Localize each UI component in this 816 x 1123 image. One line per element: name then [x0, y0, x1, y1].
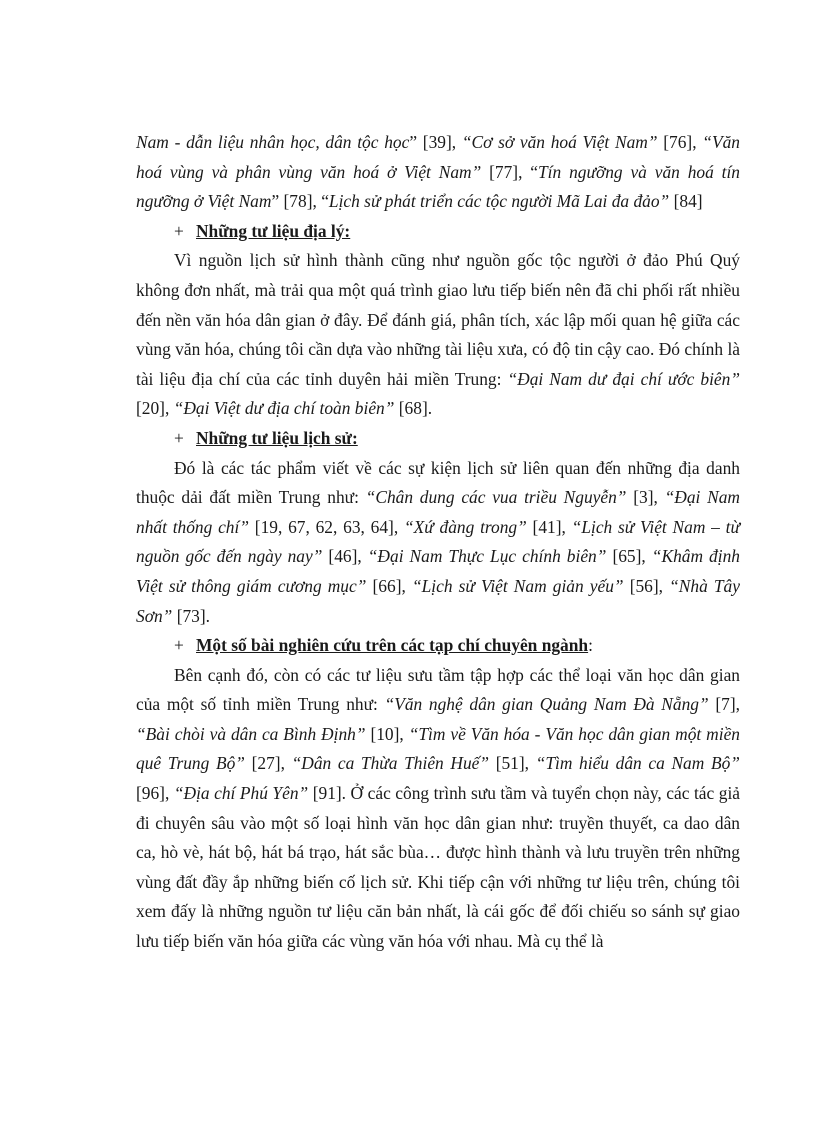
- text-run: [3],: [626, 487, 665, 508]
- text-run: [76],: [657, 132, 703, 152]
- cited-title: “Tìm về Văn hóa - Văn học dân gian một miền quê Trung Bộ”: [136, 723, 740, 774]
- cited-title: “Địa chí Phú Yên”: [173, 783, 309, 804]
- cited-title: “Văn hoá vùng và phân vùng văn hoá ở Việt Nam”: [136, 132, 740, 182]
- text-run: Bên cạnh đó, còn có các tư liệu sưu tầm tập hợp các thể loại văn học dân gian của một số tỉnh miền Trung như:: [136, 664, 740, 715]
- paragraph-journals: [136, 661, 740, 957]
- heading-suffix: :: [588, 635, 593, 656]
- text-run: [19, 67, 62, 63, 64],: [249, 516, 404, 537]
- text-run: [65],: [606, 546, 652, 567]
- cited-title: “Tìm hiểu dân ca Nam Bộ”: [535, 753, 740, 774]
- paragraph-geography: [136, 246, 740, 424]
- heading-text: Một số bài nghiên cứu trên các tạp chí chuyên ngành: [196, 635, 589, 656]
- cited-title: “Lịch sử Việt Nam – từ nguồn gốc đến ngày nay”: [136, 516, 740, 567]
- paragraph-continuation: [136, 128, 740, 217]
- text-run: [7],: [708, 694, 740, 715]
- bullet-marker: +: [174, 220, 184, 241]
- document-page: [136, 128, 740, 957]
- cited-title: “Khâm định Việt sử thông giám cương mục”: [136, 546, 740, 596]
- text-run: [41],: [526, 516, 572, 537]
- cited-title: Lịch sử phát triển các tộc người Mã Lai đa đảo”: [328, 191, 670, 212]
- text-run: [84]: [669, 191, 703, 212]
- cited-title: “Lịch sử Việt Nam giản yếu”: [411, 575, 624, 596]
- cited-title: “Đại Nam Thực Lục chính biên”: [367, 546, 607, 567]
- text-run: [96],: [136, 783, 174, 804]
- cited-title: “Đại Nam nhất thống chí”: [136, 487, 740, 537]
- text-run: [77], “: [481, 161, 539, 182]
- cited-title: “Đại Việt dư địa chí toàn biên”: [173, 398, 395, 419]
- text-run: Vì nguồn lịch sử hình thành cũng như nguồn gốc tộc người ở đảo Phú Quý không đơn nhất, mà trải qua một quá trình giao lưu tiếp biến nên đã chi phối rất nhiều đến nền văn hóa dân gian ở đây. Để đánh giá, phân tích, xác lập mối quan hệ giữa các vùng văn hóa, chúng tôi cần dựa vào những tài liệu xưa, có độ tin cậy cao. Đó chính là tài liệu địa chí của các tỉnh duyên hải miền Trung:: [136, 250, 740, 389]
- text-run: ” [39],: [409, 132, 462, 152]
- heading-text: Những tư liệu lịch sử:: [196, 427, 358, 448]
- cited-title: Nam - dẫn liệu nhân học, dân tộc học: [136, 132, 410, 152]
- text-run: ” [78], “: [271, 191, 329, 212]
- text-run: [73].: [172, 605, 211, 626]
- bullet-marker: +: [174, 635, 184, 656]
- section-heading-history: [136, 424, 740, 454]
- cited-title: “Xứ đàng trong”: [403, 516, 527, 537]
- section-heading-journals: [136, 631, 740, 661]
- text-run: [56],: [623, 575, 670, 596]
- cited-title: “Cơ sở văn hoá Việt Nam”: [461, 132, 658, 152]
- text-run: [51],: [489, 753, 536, 774]
- text-run: [68].: [394, 398, 433, 419]
- cited-title: “Bài chòi và dân ca Bình Định”: [136, 723, 366, 744]
- text-run: [46],: [322, 546, 368, 567]
- bullet-marker: +: [174, 427, 184, 448]
- heading-text: Những tư liệu địa lý:: [196, 220, 351, 241]
- section-heading-geography: [136, 217, 740, 247]
- cited-title: “Dân ca Thừa Thiên Huế”: [291, 753, 490, 774]
- cited-title: “Chân dung các vua triều Nguyễn”: [365, 487, 627, 508]
- cited-title: “Nhà Tây Sơn”: [136, 575, 740, 626]
- text-run: Đó là các tác phẩm viết về các sự kiện lịch sử liên quan đến những địa danh thuộc dải đất miền Trung như:: [136, 457, 740, 508]
- text-run: [27],: [244, 753, 292, 774]
- text-run: [91]. Ở các công trình sưu tầm và tuyển chọn này, các tác giả đi chuyên sâu vào một số loại hình văn học dân gian như: truyền thuyết, ca dao dân ca, hò vè, hát bộ, hát bá trạo, hát sắc bùa… được hình thành và lưu truyền trên những vùng đất đầy ắp những biến cố lịch sử. Khi tiếp cận với những tư liệu trên, chúng tôi xem đấy là những nguồn tư liệu căn bản nhất, là cái gốc để đối chiếu so sánh sự giao lưu tiếp biến văn hóa giữa các vùng văn hóa với nhau. Mà cụ thể là: [136, 783, 740, 952]
- text-run: [66],: [366, 575, 412, 596]
- cited-title: Tín ngưỡng và văn hoá tín ngưỡng ở Việt Nam: [136, 161, 740, 212]
- cited-title: “Văn nghệ dân gian Quảng Nam Đà Nẵng”: [384, 694, 709, 715]
- cited-title: “Đại Nam dư đại chí ước biên”: [507, 368, 740, 389]
- text-run: [10],: [365, 723, 409, 744]
- text-run: [20],: [136, 398, 174, 419]
- paragraph-history: [136, 454, 740, 632]
